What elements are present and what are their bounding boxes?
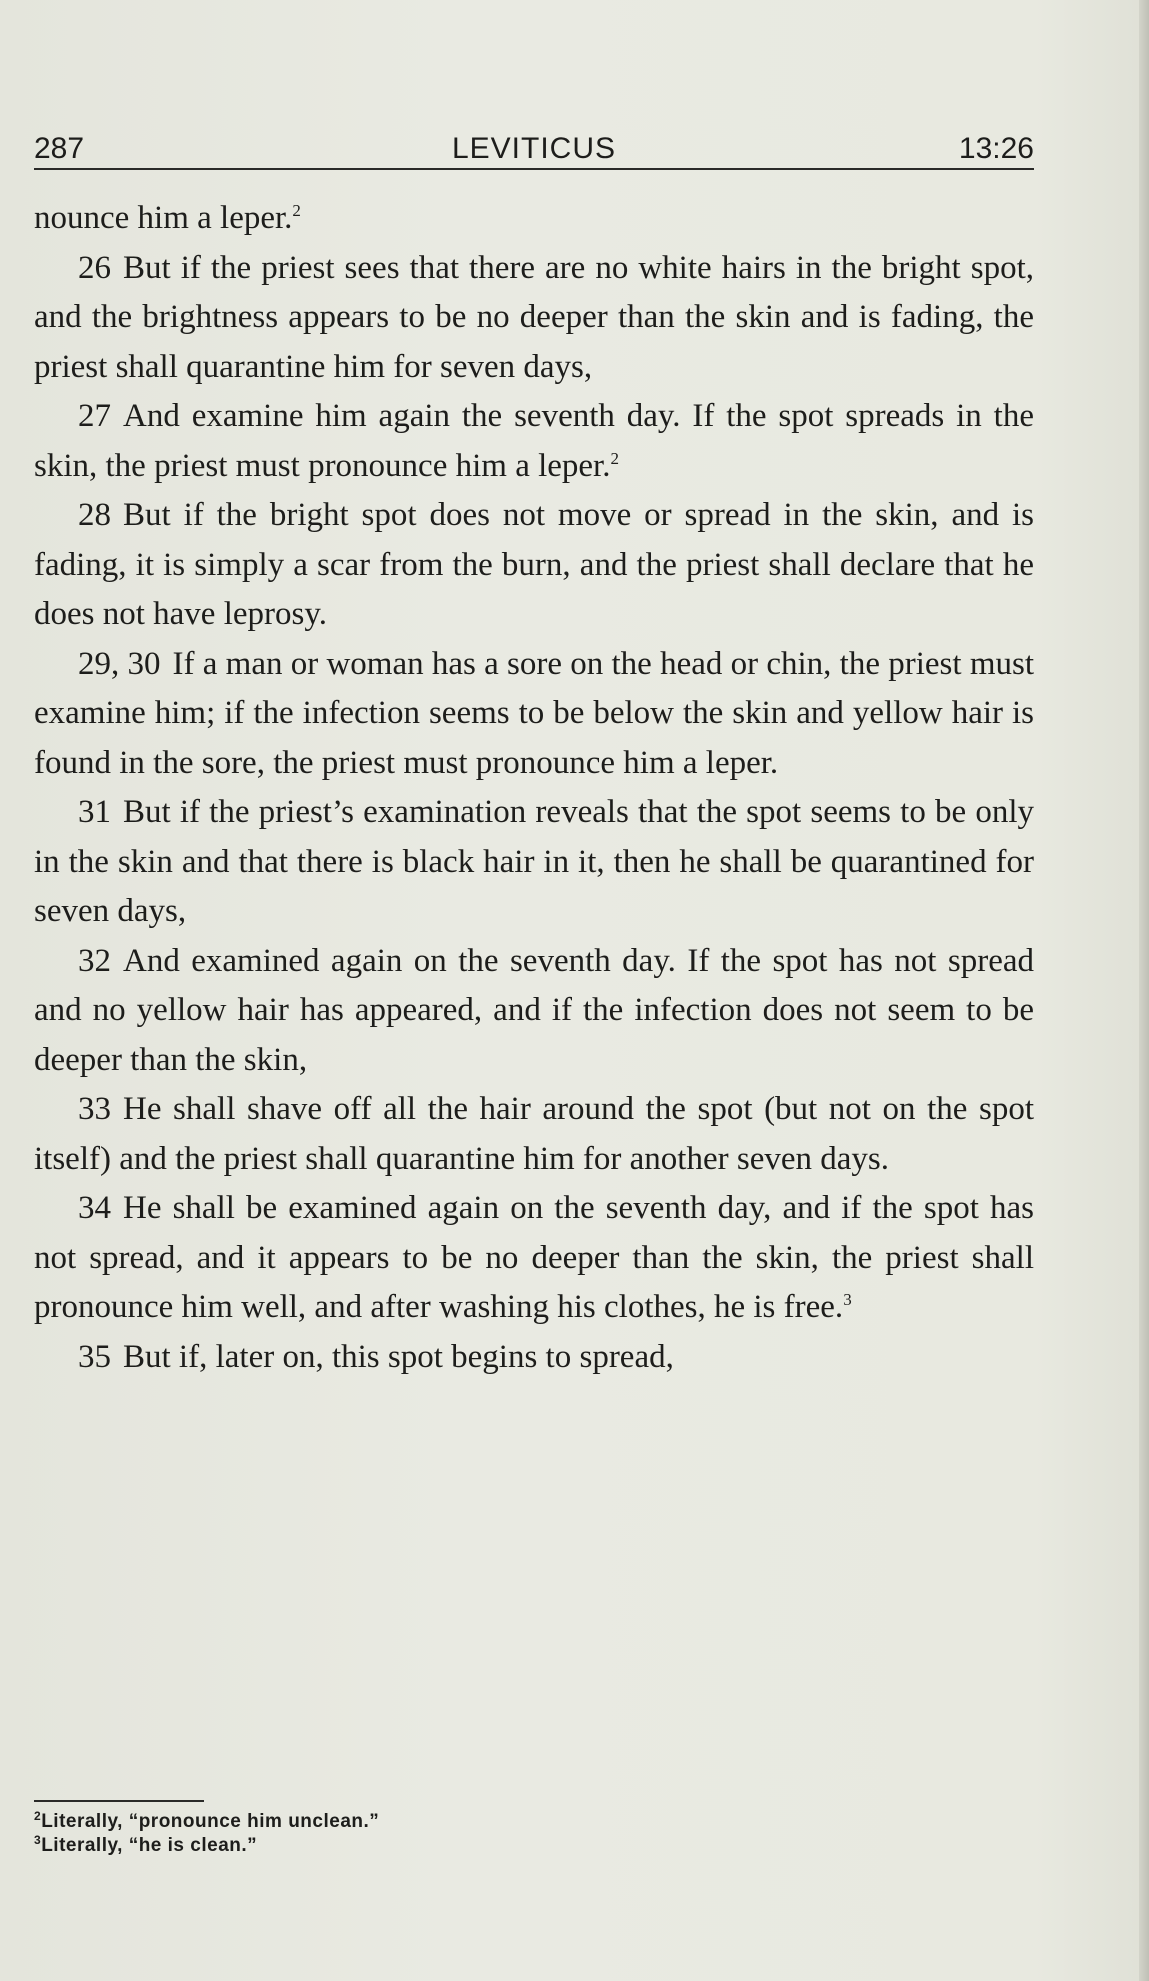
- footnote-3: [34, 1834, 834, 1858]
- footnote-text: Literally, “he is clean.”: [41, 1835, 258, 1856]
- verse-text: He shall be examined again on the seventh day, and if the spot has not spread, and it appears to be no deeper than the skin, the priest shall pronounce him well, and after washing his clothes, he is free.: [34, 1190, 1034, 1325]
- verse-number: 32: [78, 942, 111, 979]
- footnotes: [34, 1810, 834, 1858]
- verse-text: If a man or woman has a sore on the head or chin, the priest must examine him; if the infection seems to be below the skin and yellow hair is found in the sore, the priest must pronounce him a leper.: [34, 645, 1035, 781]
- verse-number: 31: [78, 794, 111, 830]
- verse-33: [34, 1085, 1034, 1184]
- verse-29-30: [34, 640, 1034, 789]
- chapter-verse-reference: 13:26: [958, 132, 1034, 165]
- verse-34: [34, 1184, 1034, 1333]
- verse-number: 35: [78, 1338, 111, 1375]
- verse-32: [34, 937, 1034, 1086]
- verse-31: [34, 788, 1034, 937]
- verse-text: And examined again on the seventh day. If the spot has not spread and no yellow hair has appeared, and if the infection does not seem to be deeper than the skin,: [34, 942, 1034, 1078]
- running-header: [34, 128, 1034, 170]
- footnote-marker: 2: [610, 448, 619, 468]
- footnote-mark: 2: [34, 1809, 42, 1823]
- verse-number: 27: [78, 398, 111, 434]
- verse-text: But if, later on, this spot begins to spread,: [123, 1338, 674, 1375]
- verse-number: 34: [78, 1190, 111, 1226]
- verse-text: And examine him again the seventh day. If the spot spreads in the skin, the priest must pronounce him a leper.: [34, 398, 1034, 484]
- verse-28: [34, 491, 1034, 640]
- footnote-rule: [34, 1800, 204, 1802]
- verse-text: But if the priest’s examination reveals that the spot seems to be only in the skin and that there is black hair in it, then he shall be quarantined for seven days,: [34, 794, 1034, 929]
- footnote-text: Literally, “pronounce him unclean.”: [41, 1811, 380, 1832]
- verse-number: 28: [78, 497, 111, 533]
- verse-text: But if the priest sees that there are no white hairs in the bright spot, and the brightness appears to be no deeper than the skin and is fading, the priest shall quarantine him for seven days,: [34, 249, 1034, 385]
- footnote-marker: 3: [843, 1290, 852, 1309]
- page-number: 287: [34, 132, 85, 165]
- scripture-text: [34, 194, 1034, 1382]
- footnote-2: [34, 1810, 834, 1834]
- verse-35: [34, 1333, 1034, 1383]
- verse-text: He shall shave off all the hair around the spot (but not on the spot itself) and the priest shall quarantine him for another seven days.: [34, 1091, 1034, 1177]
- footnote-marker: 2: [292, 201, 301, 220]
- book-title: LEVITICUS: [451, 132, 617, 165]
- verse-number: 33: [78, 1091, 111, 1127]
- verse-text: nounce him a leper.: [34, 200, 293, 236]
- page-edge-shadow: [1139, 0, 1149, 1981]
- verse-number: 26: [78, 249, 111, 286]
- verse-continuation: [34, 194, 1034, 244]
- verse-text: But if the bright spot does not move or spread in the skin, and is fading, it is simply a scar from the burn, and the priest shall declare that he does not have leprosy.: [34, 497, 1034, 632]
- verse-27: [34, 392, 1034, 491]
- header-rule: [34, 168, 1034, 170]
- footnote-mark: 3: [34, 1833, 42, 1847]
- verse-26: [34, 244, 1034, 393]
- verse-number: 29, 30: [78, 645, 161, 682]
